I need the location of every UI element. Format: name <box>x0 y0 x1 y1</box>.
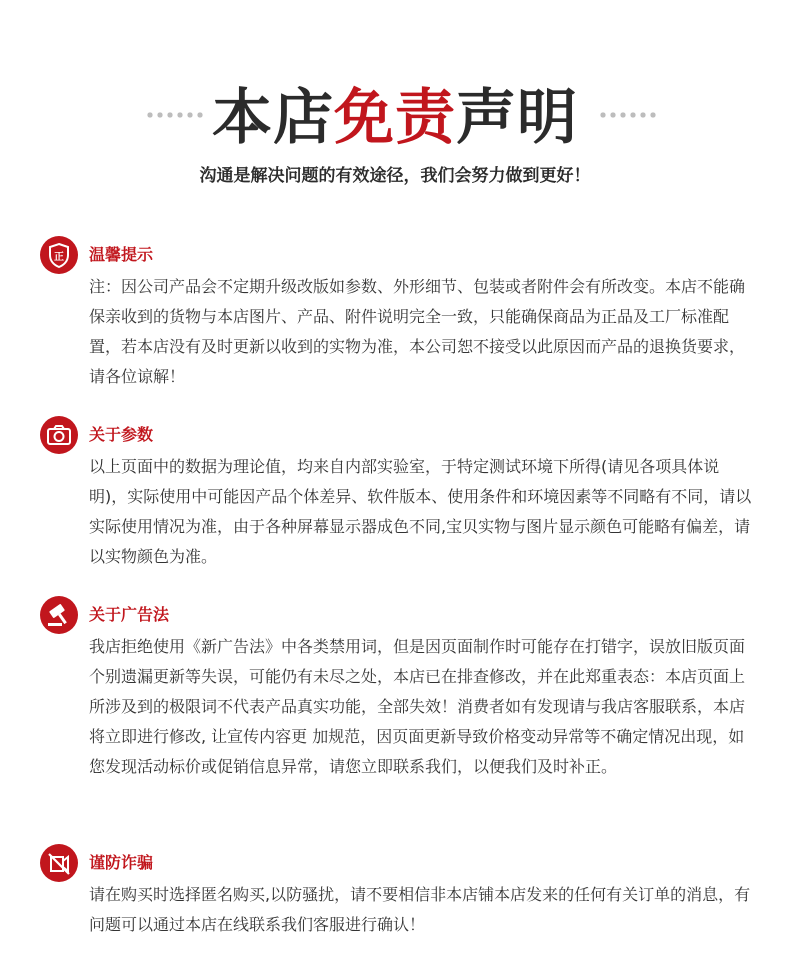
page-title <box>0 78 790 158</box>
section-body: 以上页面中的数据为理论值，均来自内部实验室，于特定测试环境下所得(请见各项具体说明)，实际使用中可能因产品个体差异、软件版本、使用条件和环境因素等不同略有不同，请以实际使用情况为准，由于各种屏幕显示器成色不同,宝贝实物与图片显示颜色可能略有偏差，请以实物颜色为准。 <box>89 457 752 566</box>
section-body: 注：因公司产品会不定期升级改版如参数、外形细节、包装或者附件会有所改变。本店不能确保亲收到的货物与本店图片、产品、附件说明完全一致，只能确保商品为正品及工厂标准配置，若本店没有及时更新以收到的实物为准，本公司恕不接受以此原因而产品的退换货要求，请各位谅解！ <box>89 277 746 386</box>
svg-text:正: 正 <box>54 252 64 263</box>
decorative-dots-right <box>598 112 658 118</box>
section-title: 温馨提示 <box>89 245 154 264</box>
section-title: 谨防诈骗 <box>89 853 154 872</box>
title-part-1: 本店 <box>212 83 334 153</box>
section-title: 关于广告法 <box>89 605 170 624</box>
section-body: 我店拒绝使用《新广告法》中各类禁用词，但是因页面制作时可能存在打错字，误放旧版页面个别遗漏更新等失误，可能仍有未尽之处，本店已在排查修改，并在此郑重表态：本店页面上所涉及到的极限词不代表产品真实功能，全部失效！消费者如有发现请与我店客服联系，本店将立即进行修改, 让宣传内容更 加规范，因页面更新导致价格变动异常等不确定情况出现，如您发现活动标价或促销信息异常，请您立即联系我们，以便我们及时补正。 <box>89 637 746 776</box>
page-subtitle: 沟通是解决问题的有效途径，我们会努力做到更好！ <box>199 166 591 186</box>
header <box>0 78 790 158</box>
title-part-3: 声明 <box>456 83 578 153</box>
section-title: 关于参数 <box>89 425 154 444</box>
gavel-icon <box>40 596 78 634</box>
title-part-2: 免责 <box>334 83 456 153</box>
scam-alert-icon <box>40 844 78 882</box>
camera-icon <box>40 416 78 454</box>
shield-icon <box>40 236 78 274</box>
section-body: 请在购买时选择匿名购买,以防骚扰，请不要相信非本店铺本店发来的任何有关订单的消息，有问题可以通过本店在线联系我们客服进行确认！ <box>89 885 751 934</box>
